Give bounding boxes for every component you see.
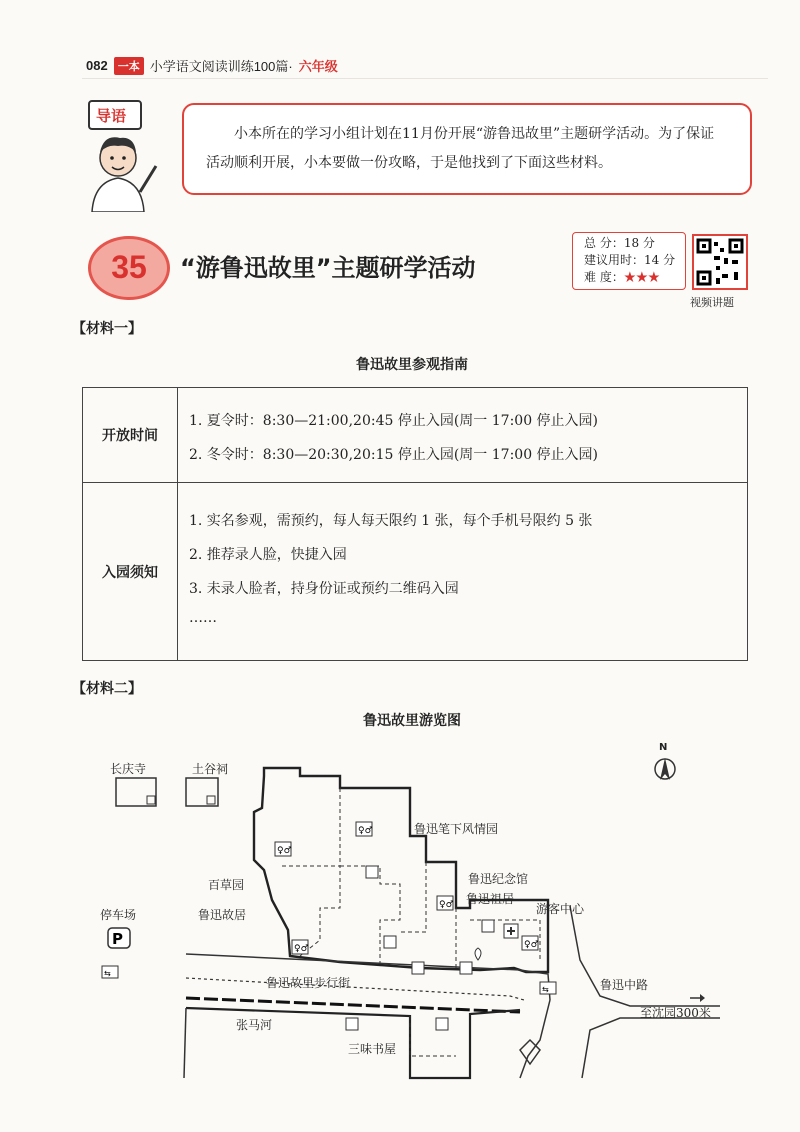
entrance-icon: [366, 866, 378, 878]
svg-text:♀♂: ♀♂: [294, 944, 309, 954]
map-label-tugu: 土谷祠: [192, 762, 229, 776]
entrance-icon: [482, 920, 494, 932]
svg-text:♀♂: ♀♂: [524, 940, 539, 950]
svg-text:♀♂: ♀♂: [358, 826, 373, 836]
restroom-icon: [275, 842, 292, 856]
restroom-icon: [437, 896, 454, 910]
compass-icon: [655, 758, 675, 780]
grade-label: 六年级: [298, 59, 338, 74]
compass-north-label: N: [659, 742, 668, 753]
entrance-icon: [346, 1018, 358, 1030]
map-label-visitor-center: 游客中心: [536, 902, 585, 916]
series-title: 小学语文阅读训练100篇·: [149, 59, 293, 74]
table-cell-line: ……: [189, 610, 217, 626]
svg-text:⇆: ⇆: [104, 969, 111, 978]
map-label-ancestral: 鲁迅祖居: [466, 892, 515, 906]
entrance-icon: [436, 1018, 448, 1030]
location-pin-icon: [475, 948, 481, 960]
svg-text:♀♂: ♀♂: [439, 900, 454, 910]
suggested-time: 建议用时：14 分: [584, 253, 676, 267]
difficulty-stars: ★★★: [623, 270, 660, 284]
map-label-sanwei: 三味书屋: [348, 1042, 397, 1056]
lesson-number: 35: [111, 249, 147, 285]
map-label-shenyuan: 至沈园300米: [640, 1006, 711, 1020]
map-label-bicao: 鲁迅笔下风情园: [414, 822, 499, 836]
table-cell-line: 2. 推荐录人脸，快捷入园: [189, 547, 347, 563]
map-label-parking: 停车场: [100, 908, 137, 922]
entrance-icon: [412, 962, 424, 974]
material1-subtitle: 鲁迅故里参观指南: [356, 357, 468, 373]
material1-label: 【材料一】: [72, 321, 142, 337]
map-label-baicao: 百草园: [208, 878, 245, 892]
restroom-icon: [356, 822, 373, 836]
lesson-title: “游鲁迅故里”主题研学活动: [180, 254, 476, 282]
table-cell-line: 3. 未录人脸者，持身份证或预约二维码入园: [189, 581, 459, 597]
table-row-header: 入园须知: [83, 483, 178, 660]
map-label-changqing: 长庆寺: [110, 762, 147, 776]
entrance-icon: [384, 936, 396, 948]
brand-logo: 一本: [114, 57, 144, 75]
page-number: 082: [86, 58, 108, 73]
arrow-right-icon: [700, 994, 705, 1002]
difficulty-label: 难 度：: [584, 270, 624, 284]
table-cell-line: 1. 夏令时：8:30—21:00,20:45 停止入园(周一 17:00 停止入园): [189, 413, 599, 429]
bus-stop-icon: [102, 966, 118, 978]
svg-text:♀♂: ♀♂: [277, 846, 292, 856]
map-label-memorial: 鲁迅纪念馆: [468, 872, 529, 886]
map-label-zhangma-river: 张马河: [236, 1018, 273, 1032]
intro-text: 小本所在的学习小组计划在11月份开展“游鲁迅故里”主题研学活动。为了保证活动顺利开展，小本要做一份攻略，于是他找到了下面这些材料。: [206, 126, 715, 171]
material2-subtitle: 鲁迅故里游览图: [363, 713, 461, 729]
total-score: 总 分：18 分: [584, 236, 655, 250]
tugu-temple-shape: [186, 778, 218, 806]
map-label-road: 鲁迅中路: [600, 978, 649, 992]
door-icon: [207, 796, 215, 804]
changqing-temple-shape: [116, 778, 156, 806]
map-label-former-residence: 鲁迅故居: [198, 908, 247, 922]
restroom-icon: [522, 936, 539, 950]
table-cell-line: 2. 冬令时：8:30—20:30,20:15 停止入园(周一 17:00 停止入园): [189, 447, 599, 463]
material2-label: 【材料二】: [72, 681, 142, 697]
restroom-icon: [292, 940, 309, 954]
svg-text:P: P: [112, 930, 123, 948]
first-aid-icon: [504, 924, 518, 938]
bus-stop-icon: [540, 982, 556, 994]
svg-text:⇆: ⇆: [542, 985, 549, 994]
parking-icon: [108, 928, 130, 948]
table-row-header: 开放时间: [83, 388, 178, 483]
map-label-pedestrian-street: 鲁迅故里步行街: [266, 976, 351, 990]
qr-caption: 视频讲题: [690, 297, 734, 309]
table-cell-line: 1. 实名参观，需预约，每人每天限约 1 张，每个手机号限约 5 张: [189, 513, 593, 529]
guide-badge-label: 导语: [96, 107, 127, 125]
entrance-icon: [460, 962, 472, 974]
door-icon: [147, 796, 155, 804]
